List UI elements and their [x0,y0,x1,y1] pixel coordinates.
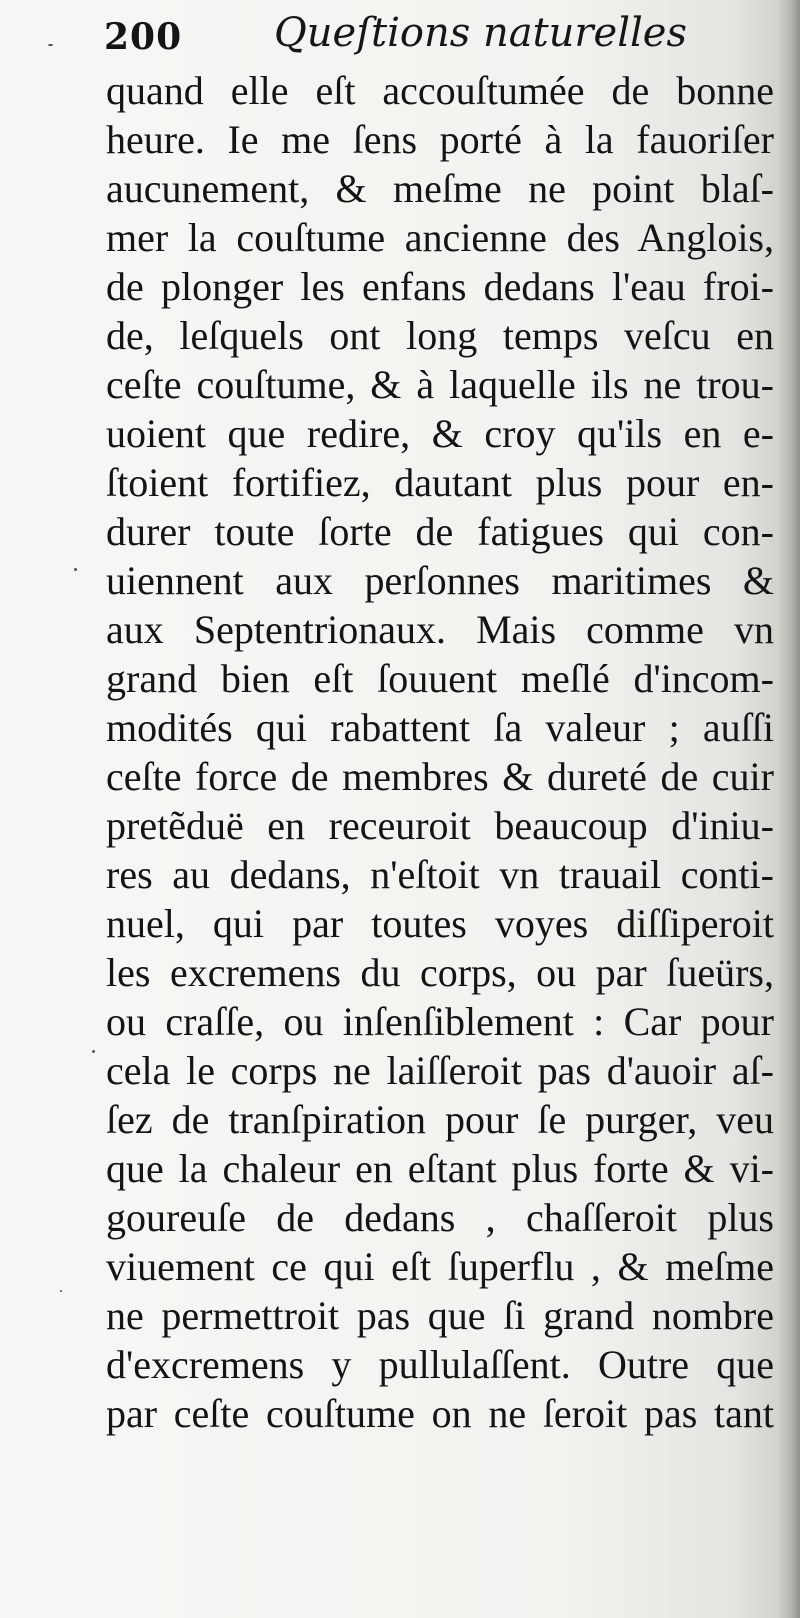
paper-speck [74,568,77,571]
text-line: uoient que redire, & croy qu'ils en e- [106,411,774,456]
text-line: grand bien eſt ſouuent meſlé d'incom- [106,656,774,701]
text-line: d'excremens y pullulaſſent. Outre que [106,1342,774,1387]
text-line: modités qui rabattent ſa valeur ; auſſi [106,705,774,750]
text-line: ſez de tranſpiration pour ſe purger, veu [106,1097,774,1142]
text-line: ou craſſe, ou inſenſiblement : Car pour [106,999,774,1044]
text-line: par ceſte couſtume on ne ſeroit pas tant [106,1391,774,1436]
text-line: viuement ce qui eſt ſuperflu , & meſme [106,1244,774,1289]
text-line: de plonger les enfans dedans l'eau froi- [106,264,774,309]
text-line: goureuſe de dedans , chaſſeroit plus [106,1195,774,1240]
text-line: que la chaleur en eſtant plus forte & vi- [106,1146,774,1191]
page-number: 200 [104,16,183,58]
text-line: nuel, qui par toutes voyes diſſiperoit [106,901,774,946]
text-line: aucunement, & meſme ne point blaſ- [106,166,774,211]
text-line: les excremens du corps, ou par ſueürs, [106,950,774,995]
page-edge-shadow [778,0,800,1618]
text-line: pretẽduë en receuroit beaucoup d'iniu- [106,803,774,848]
text-line: quand elle eſt accouſtumée de bonne [106,68,774,113]
text-line: cela le corps ne laiſſeroit pas d'auoir aſ- [106,1048,774,1093]
text-line: uiennent aux perſonnes maritimes & [106,558,774,603]
text-line: ceſte force de membres & dureté de cuir [106,754,774,799]
body-text [106,66,774,1438]
text-line: aux Septentrionaux. Mais comme vn [106,607,774,652]
text-line: durer toute ſorte de fatigues qui con- [106,509,774,554]
paper-speck [92,1050,95,1053]
text-line: de, leſquels ont long temps veſcu en [106,313,774,358]
page-header [96,8,776,64]
running-title: Queſtions naturelles [274,10,688,56]
paper-speck [48,44,53,46]
text-line: ſtoient fortifiez, dautant plus pour en- [106,460,774,505]
paper-speck [60,1290,62,1292]
text-line: ceſte couſtume, & à laquelle ils ne trou- [106,362,774,407]
text-line: heure. Ie me ſens porté à la fauoriſer [106,117,774,162]
text-line: mer la couſtume ancienne des Anglois, [106,215,774,260]
text-line: res au dedans, n'eſtoit vn trauail conti- [106,852,774,897]
text-line: ne permettroit pas que ſi grand nombre [106,1293,774,1338]
